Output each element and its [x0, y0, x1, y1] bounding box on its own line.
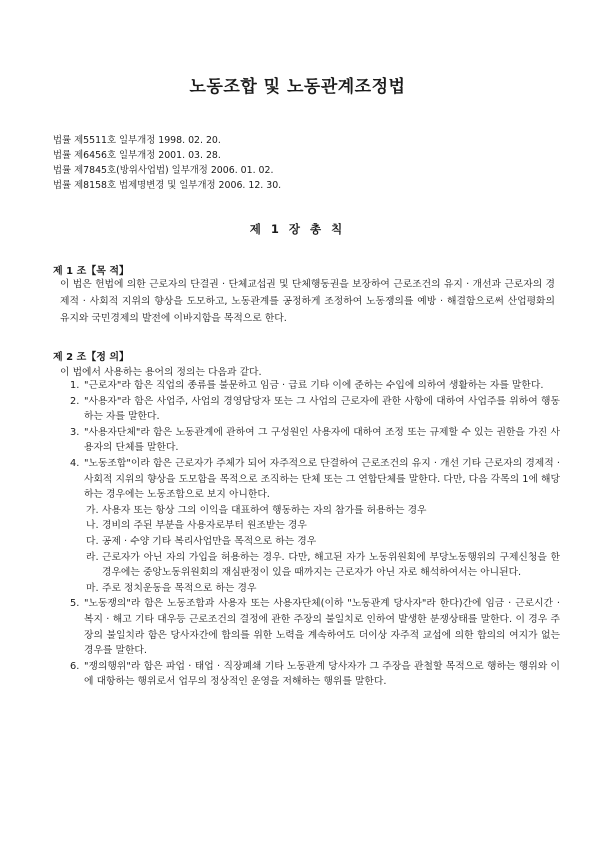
sub-item-text: 경비의 주된 부분을 사용자로부터 원조받는 경우 [102, 520, 307, 532]
item-text: "사용자단체"라 함은 노동관계에 관하여 그 구성원인 사용자에 대하여 조정 또는 규제할 수 있는 권한을 가진 사용자의 단체를 말한다. [84, 426, 560, 454]
list-item [70, 425, 560, 456]
sub-item-list [86, 503, 560, 597]
article-1-text: 이 법은 헌법에 의한 근로자의 단결권 · 단체교섭권 및 단체행동권을 보장하여 근로조건의 유지 · 개선과 근로자의 경제적 · 사회적 지위의 향상을 도모하고, 노동관계를 공정하게 조정하여 노동쟁의를 예방 · 해결함으로써 산업평화의 유지와 국민경제의 발전에 이바지함을 목적으로 한다. [60, 279, 555, 325]
item-text: "노동조합"이라 함은 근로자가 주체가 되어 자주적으로 단결하여 근로조건의 유지 · 개선 기타 근로자의 경제적 · 사회적 지위의 향상을 도모함을 목적으로 조직하는 단체 또는 그 연합단체를 말한다. 다만, 다음 각목의 1에 해당하는 경우에는 노동조합으로 보지 아니한다. [84, 457, 560, 501]
sub-item [86, 581, 560, 597]
document-title: 노동조합 및 노동관계조정법 [189, 77, 406, 97]
list-item [70, 456, 560, 503]
item-text: "노동쟁의"라 함은 노동조합과 사용자 또는 사용자단체(이하 "노동관계 당사자"라 한다)간에 임금 · 근로시간 · 복지 · 해고 기타 대우등 근로조건의 결정에 관한 주장의 불일치로 인하여 발생한 분쟁상태를 말한다. 이 경우 주장의 불일치라 함은 당사자간에 합의를 위한 노력을 계속하여도 더이상 자주적 교섭에 의한 합의의 여지가 없는 경우를 말한다. [84, 598, 560, 657]
sub-item-text: 사용자 또는 항상 그의 이익을 대표하여 행동하는 자의 참가를 허용하는 경우 [102, 504, 427, 516]
item-number: 3. [70, 426, 80, 438]
history-line: 법률 제6456호 일부개정 2001. 03. 28. [53, 150, 221, 161]
list-item [70, 378, 560, 394]
item-number: 5. [70, 598, 80, 610]
item-text: "쟁의행위"라 함은 파업 · 태업 · 직장폐쇄 기타 노동관계 당사자가 그 주장을 관철할 목적으로 행하는 행위와 이에 대항하는 행위로서 업무의 정상적인 운영을 저해하는 행위를 말한다. [84, 660, 560, 688]
sub-item-number: 라. [86, 551, 99, 563]
article-2-intro: 이 법에서 사용하는 용어의 정의는 다음과 같다. [60, 367, 262, 378]
history-line: 법률 제8158호 법제명변경 및 일부개정 2006. 12. 30. [53, 180, 282, 191]
sub-item [86, 518, 560, 534]
article-1-heading: 제 1 조【목 적】 [53, 266, 130, 277]
article-2-heading: 제 2 조【정 의】 [53, 352, 130, 363]
history-line: 법률 제7845호(방위사업법) 일부개정 2006. 01. 02. [53, 165, 274, 176]
item-number: 1. [70, 380, 80, 391]
sub-item-text: 근로자가 아닌 자의 가입을 허용하는 경우. 다만, 해고된 자가 노동위원회에 부당노동행위의 구제신청을 한 경우에는 중앙노동위원회의 재심판정이 있을 때까지는 근로자가 아닌 자로 해석하여서는 아니된다. [102, 551, 560, 579]
item-text: "사용자"라 함은 사업주, 사업의 경영담당자 또는 그 사업의 근로자에 관한 사항에 대하여 사업주를 위하여 행동하는 자를 말한다. [84, 395, 560, 423]
list-item [70, 394, 560, 425]
chapter-heading: 제 1 장 총 칙 [249, 222, 346, 236]
list-item [70, 659, 560, 690]
sub-item-number: 다. [86, 535, 99, 547]
sub-item [86, 550, 560, 581]
sub-item-text: 공제 · 수양 기타 복리사업만을 목적으로 하는 경우 [102, 535, 317, 547]
sub-item-number: 나. [86, 520, 99, 532]
list-item [70, 596, 560, 658]
sub-item-number: 마. [86, 582, 99, 594]
item-number: 4. [70, 457, 80, 469]
item-number: 6. [70, 660, 80, 672]
history-line: 법률 제5511호 일부개정 1998. 02. 20. [53, 135, 221, 146]
sub-item-number: 가. [86, 504, 99, 516]
sub-item [86, 503, 560, 519]
definition-list [70, 378, 560, 690]
item-text: "근로자"라 함은 직업의 종류를 불문하고 임금 · 급료 기타 이에 준하는 수입에 의하여 생활하는 자를 말한다. [84, 380, 544, 391]
sub-item [86, 534, 560, 550]
amendment-history [53, 133, 281, 193]
sub-item-text: 주로 정치운동을 목적으로 하는 경우 [102, 582, 257, 594]
item-number: 2. [70, 395, 80, 407]
